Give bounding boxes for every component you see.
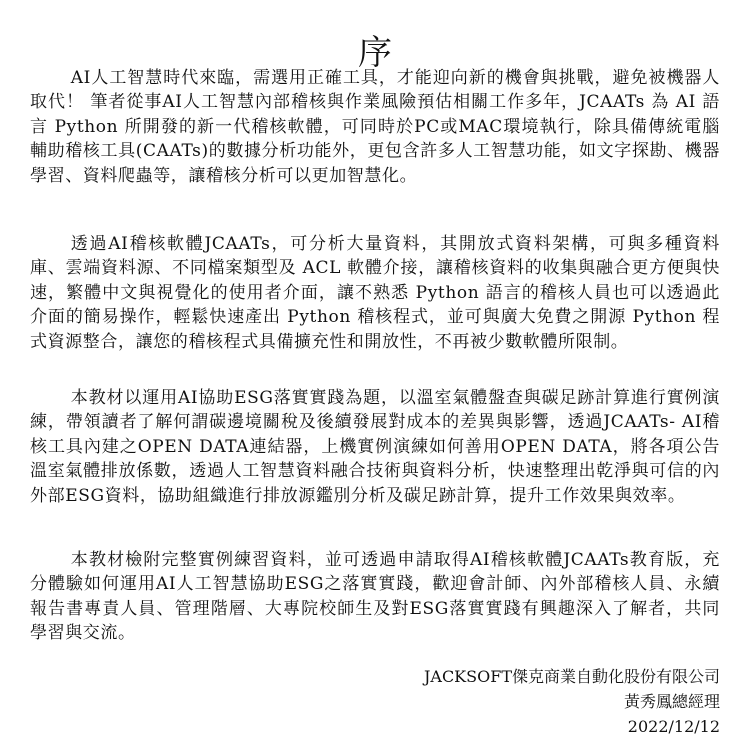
paragraph-3-block (30, 386, 720, 508)
signature-company: JACKSOFT傑克商業自動化股份有限公司 (423, 667, 720, 686)
paragraph-2-block (30, 232, 720, 354)
paragraph-2: 透過AI稽核軟體JCAATs，可分析大量資料，其開放式資料架構，可與多種資料庫、雲端資料源、不同檔案類型及 ACL 軟體介接，讓稽核資料的收集與融合更方便與快速，繁體中文與視覺化的使用者介面，讓不熟悉 Python 語言的稽核人員也可以透過此介面的簡易操作，輕鬆快速產出 Python 稽核程式，並可與廣大免費之開源 Python 程式資源整合，讓您的稽核程式具備擴充性和開放性，不再被少數軟體所限制。 (30, 234, 720, 352)
paragraph-4: 本教材檢附完整實例練習資料，並可透過申請取得AI稽核軟體JCAATs教育版，充分體驗如何運用AI人工智慧協助ESG之落實實踐，歡迎會計師、內外部稽核人員、永續報告書專責人員、管理階層、大專院校師生及對ESG落實實踐有興趣深入了解者，共同學習與交流。 (30, 550, 720, 644)
paragraph-1-block (30, 66, 720, 188)
page-title: 序 (358, 32, 392, 73)
signature-date: 2022/12/12 (627, 717, 720, 736)
paragraph-1: AI人工智慧時代來臨，需選用正確工具，才能迎向新的機會與挑戰，避免被機器人取代！ 筆者從事AI人工智慧內部稽核與作業風險預估相關工作多年，JCAATs 為 AI 語言 Python 所開發的新一代稽核軟體，可同時於PC或MAC環境執行，除具備傳統電腦輔助稽核工具(CAATs)的數據分析功能外，更包含許多人工智慧功能，如文字探勘、機器學習、資料爬蟲等，讓稽核分析可以更加智慧化。 (30, 68, 720, 186)
paragraph-4-block (30, 548, 720, 646)
signature-block (424, 664, 720, 739)
signature-person: 黃秀鳳總經理 (623, 692, 720, 711)
paragraph-3: 本教材以運用AI協助ESG落實實踐為題，以溫室氣體盤查與碳足跡計算進行實例演練，帶領讀者了解何謂碳邊境關稅及後續發展對成本的差異與影響，透過JCAATs- AI稽核工具內建之OPEN DATA連結器，上機實例演練如何善用OPEN DATA，將各項公告溫室氣體排放係數，透過人工智慧資料融合技術與資料分析，快速整理出乾淨與可信的內外部ESG資料，協助組織進行排放源鑑別分析及碳足跡計算，提升工作效果與效率。 (30, 388, 720, 506)
